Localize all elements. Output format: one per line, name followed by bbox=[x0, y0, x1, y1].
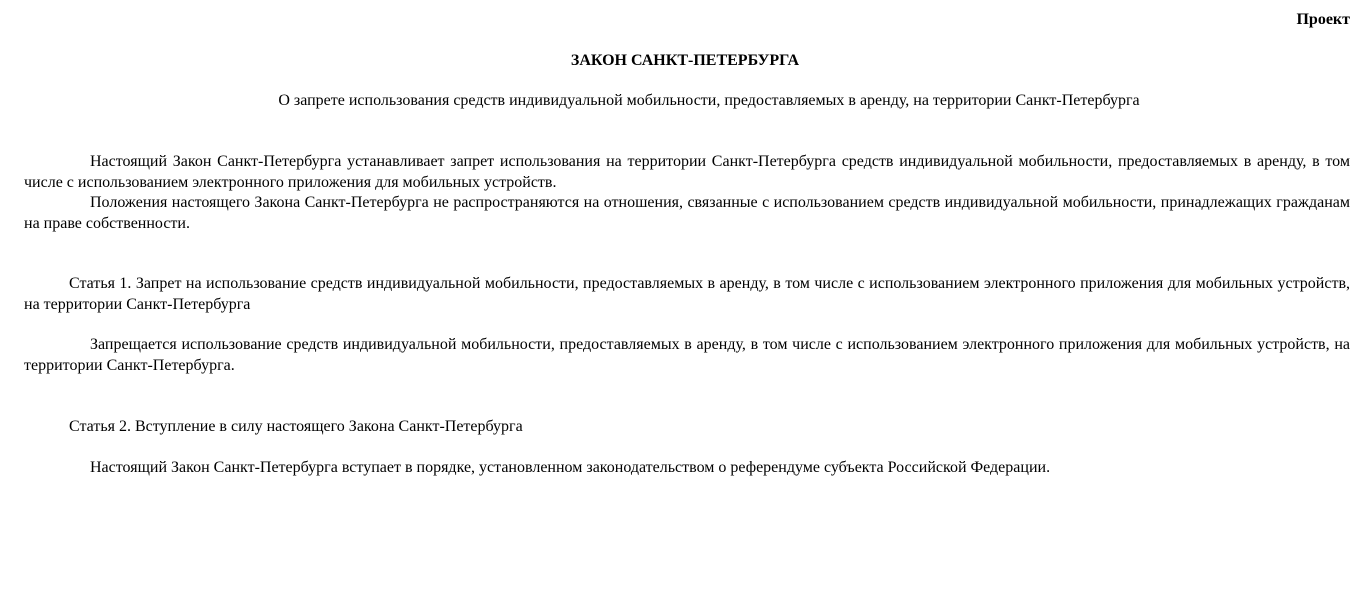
preamble bbox=[24, 152, 1350, 234]
article-2-heading: Статья 2. Вступление в силу настоящего Закона Санкт-Петербурга bbox=[69, 418, 523, 435]
article-2-section bbox=[24, 417, 1350, 438]
article-1-heading: Статья 1. Запрет на использование средств индивидуальной мобильности, предоставляемых в аренду, в том числе с использованием электронного приложения для мобильных устройств, на территории Санкт-Петербурга bbox=[24, 275, 1350, 313]
preamble-paragraph-2: Положения настоящего Закона Санкт-Петербурга не распространяются на отношения, связанные с использованием средств индивидуальной мобильности, принадлежащих гражданам на праве собственности. bbox=[24, 194, 1350, 232]
article-2-body: Настоящий Закон Санкт-Петербурга вступает в порядке, установленном законодательством о референдуме субъекта Российской Федерации. bbox=[90, 459, 1051, 476]
preamble-paragraph-1: Настоящий Закон Санкт-Петербурга устанавливает запрет использования на территории Санкт-Петербурга средств индивидуальной мобильности, предоставляемых в аренду, в том числе с использованием электронного приложения для мобильных устройств. bbox=[24, 153, 1350, 191]
article-1-body-section bbox=[24, 335, 1350, 376]
draft-mark: Проект bbox=[1296, 11, 1350, 28]
law-title: ЗАКОН САНКТ-ПЕТЕРБУРГА bbox=[570, 52, 800, 69]
article-1-body: Запрещается использование средств индивидуальной мобильности, предоставляемых в аренду, в том числе с использованием электронного приложения для мобильных устройств, на территории Санкт-Петербурга. bbox=[24, 336, 1350, 374]
article-2-body-section bbox=[24, 458, 1350, 479]
article-1-section bbox=[24, 274, 1350, 315]
law-subtitle: О запрете использования средств индивидуальной мобильности, предоставляемых в аренду, на территории Санкт-Петербурга bbox=[278, 92, 1140, 109]
